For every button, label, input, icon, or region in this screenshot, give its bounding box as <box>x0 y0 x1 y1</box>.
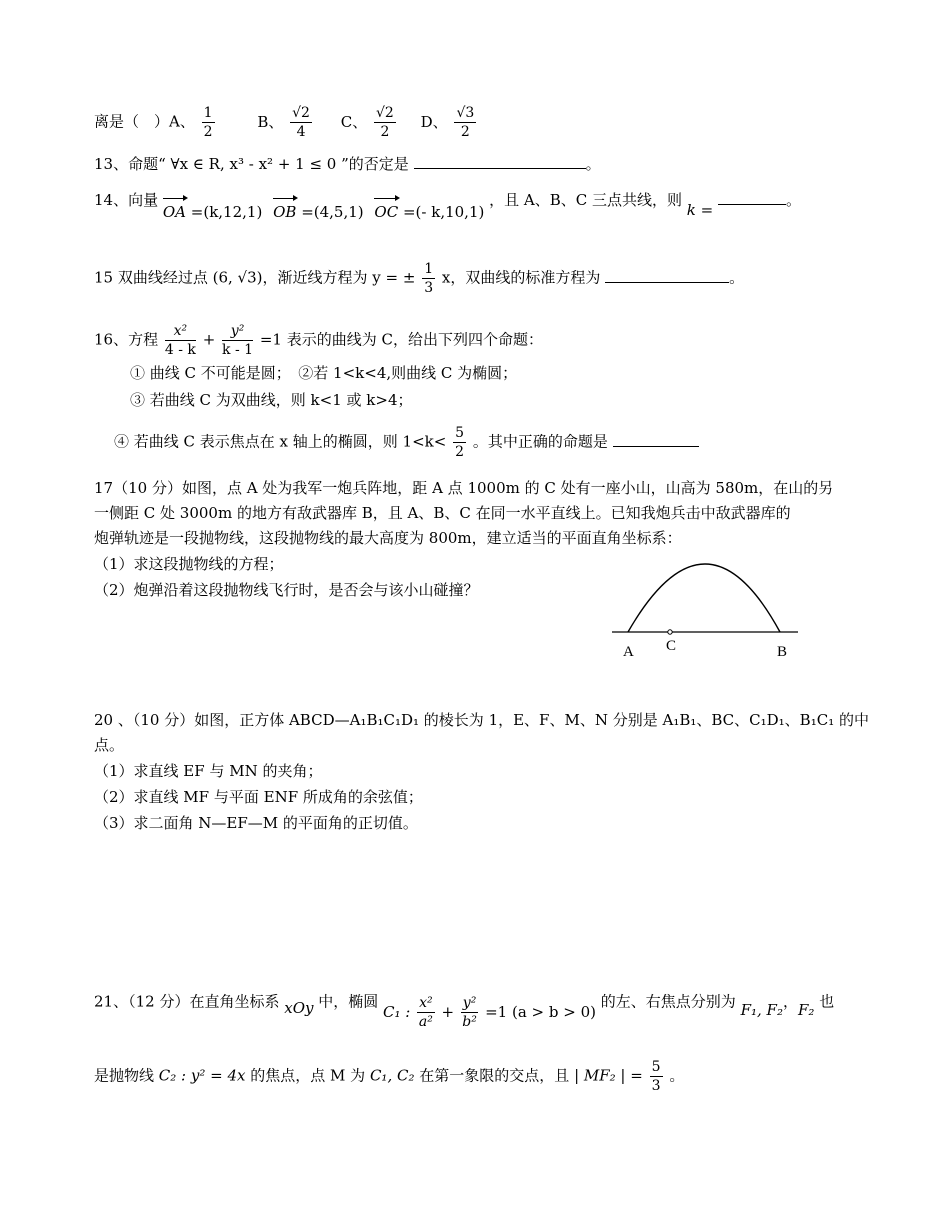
q21-mf-fraction: $\frac{5}{3}$ <box>651 1059 661 1094</box>
q14-prefix: 14、向量 <box>94 191 159 209</box>
q16-fraction-1: $\frac{\text{x²}}{4 - k}$ <box>164 323 196 358</box>
q15-answer-blank[interactable] <box>605 268 729 283</box>
q21-mid2: 的左、右焦点分别为 <box>600 992 736 1011</box>
q16-item-4 <box>114 424 699 461</box>
q20-line-2: 点。 <box>94 736 125 754</box>
q15-line <box>94 260 744 297</box>
q15-prefix: 15 双曲线经过点 (6, √3)，渐近线方程为 y = ± <box>94 268 416 287</box>
label-a: A <box>623 644 634 660</box>
q21-foci: F₁, F₂ <box>740 1000 783 1019</box>
q17-line-1: 17（10 分）如图，点 A 处为我军一炮兵阵地，距 A 点 1000m 的 C 处有一座小山，山高为 580m，在山的另 <box>94 479 834 497</box>
q14-mid: ，且 A、B、C 三点共线，则 <box>489 191 682 209</box>
label-c: C <box>666 638 677 654</box>
q17-sub-2: （2）炮弹沿着这段抛物线飞行时，是否会与该小山碰撞？ <box>94 581 479 599</box>
q12-prefix: 离是（ ）A、 <box>94 112 195 131</box>
q14-line <box>94 190 802 221</box>
q16-answer-blank[interactable] <box>613 432 699 447</box>
q15-end: 。 <box>729 268 745 287</box>
q21-fraction-x: $\frac{\text{x²}}{\text{a²}}$ <box>418 995 433 1030</box>
q21-comma: ， <box>782 992 798 1011</box>
q16-plus: + <box>202 330 216 349</box>
q12-option-a: $\frac{1}{2}$ <box>203 105 213 140</box>
q17-line-2: 一侧距 C 处 3000m 的地方有敌武器库 B，且 A、B、C 在同一水平直线上。已知我炮兵击中敌武器库的 <box>94 504 791 522</box>
q12-option-b: $\frac{√2}{4}$ <box>292 105 310 140</box>
vector-oa-value: =(k,12,1) <box>186 203 263 221</box>
q16-item-1-2: ① 曲线 C 不可能是圆； ②若 1<k<4,则曲线 C 为椭圆； <box>130 364 518 382</box>
q20-line-1: 20 、（10 分）如图，正方体 ABCD—A₁B₁C₁D₁ 的棱长为 1，E、F、M、N 分别是 A₁B₁、BC、C₁D₁、B₁C₁ 的中 <box>94 711 869 729</box>
vector-ob: OB <box>273 203 297 221</box>
q17-line-3: 炮弹轨迹是一段抛物线，这段抛物线的最大高度为 800m，建立适当的平面直角坐标系： <box>94 529 682 547</box>
q16-item-4-suffix: 。其中正确的命题是 <box>472 432 608 451</box>
q21-line2-mid2: 在第一象限的交点，且 <box>419 1066 570 1085</box>
q21-condition: =1 (a > b > 0) <box>485 1002 596 1021</box>
trajectory-parabola <box>628 564 780 632</box>
q16-item-3: ③ 若曲线 C 为双曲线，则 k<1 或 k>4； <box>130 391 413 409</box>
hill-point-c <box>668 630 672 634</box>
q12-line <box>94 104 478 141</box>
q13-line <box>94 154 601 174</box>
q16-item-4-fraction: $\frac{5}{2}$ <box>455 425 465 460</box>
q21-end: 。 <box>669 1066 685 1085</box>
q14-answer-blank[interactable] <box>718 190 786 205</box>
q16-fraction-2: $\frac{\text{y²}}{k - 1}$ <box>222 323 254 358</box>
q21-line-1 <box>94 984 835 1030</box>
q13-answer-blank[interactable] <box>414 154 586 169</box>
q14-end: 。 <box>786 191 802 209</box>
q14-k: k = <box>686 201 714 219</box>
q17-trajectory-figure <box>600 548 810 663</box>
q21-c1: C₁ : <box>383 1002 411 1021</box>
q12-option-d: $\frac{√3}{2}$ <box>456 105 475 140</box>
q21-f2: F₂ <box>797 1000 815 1019</box>
q21-xoy: xOy <box>284 998 314 1017</box>
vector-oc-value: =(- k,10,1) <box>398 203 485 221</box>
label-b: B <box>777 644 788 660</box>
q13-end: 。 <box>585 155 601 173</box>
vector-oa: OA <box>162 203 187 221</box>
q21-fraction-y: $\frac{\text{y²}}{\text{b²}}$ <box>462 995 477 1030</box>
q12-d-label: D、 <box>420 112 448 131</box>
q20-sub-3: （3）求二面角 N—EF—M 的平面角的正切值。 <box>94 814 418 832</box>
q16-item-4-prefix: ④ 若曲线 C 表示焦点在 x 轴上的椭圆，则 1<k< <box>114 432 447 451</box>
vector-ob-value: =(4,5,1) <box>296 203 364 221</box>
q21-mid: 中，椭圆 <box>318 992 379 1011</box>
q13-text: 13、命题“ ∀x ∈ R, x³ - x² + 1 ≤ 0 ”的否定是 <box>94 155 409 173</box>
q16-suffix: =1 表示的曲线为 C，给出下列四个命题： <box>259 330 543 349</box>
vector-oc: OC <box>374 203 399 221</box>
q12-b-label: B、 <box>257 112 284 131</box>
q21-c2: C₂ : y² = 4x <box>158 1066 246 1085</box>
q17-sub-1: （1）求这段抛物线的方程； <box>94 555 284 573</box>
q12-option-c: $\frac{√2}{2}$ <box>376 105 394 140</box>
q15-x: x，双曲线的标准方程为 <box>441 268 601 287</box>
q20-sub-2: （2）求直线 MF 与平面 ENF 所成角的余弦值； <box>94 788 423 806</box>
q21-mf: | MF₂ | = <box>574 1066 643 1085</box>
q21-c1c2: C₁, C₂ <box>369 1066 415 1085</box>
q21-also: 也 <box>819 992 835 1011</box>
q20-sub-1: （1）求直线 EF 与 MN 的夹角； <box>94 762 323 780</box>
q16-line <box>94 322 543 359</box>
q15-fraction: $\frac{1}{3}$ <box>424 261 434 296</box>
q21-plus: + <box>441 1002 455 1021</box>
q12-c-label: C、 <box>340 112 368 131</box>
q16-prefix: 16、方程 <box>94 330 159 349</box>
q21-prefix: 21、（12 分）在直角坐标系 <box>94 992 280 1011</box>
q21-line-2 <box>94 1058 684 1095</box>
q21-line2-prefix: 是抛物线 <box>94 1066 155 1085</box>
q21-line2-mid: 的焦点，点 M 为 <box>250 1066 366 1085</box>
